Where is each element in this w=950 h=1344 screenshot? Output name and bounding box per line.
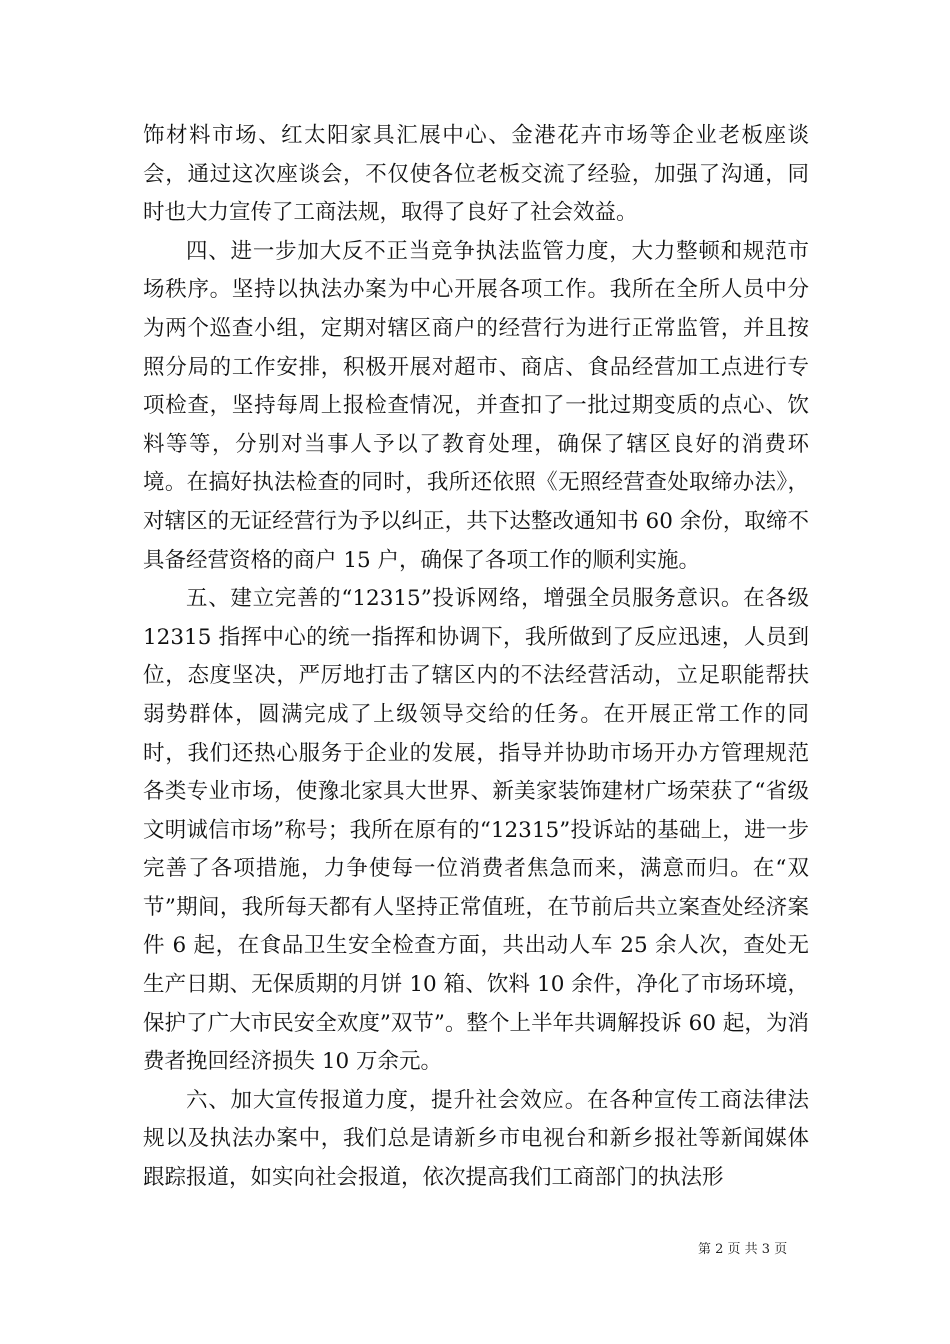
paragraph-section-five: 五、建立完善的“12315”投诉网络，增强全员服务意识。在各级 12315 指挥中心的统一指挥和协调下，我所做到了反应迅速，人员到位，态度坚决，严厉地打击了辖区内的不法经营活动，立足职能帮扶弱势群体，圆满完成了上级领导交给的任务。在开展正常工作的同时，我们还热心服务于企业的发展，指导并协助市场开办方管理规范各类专业市场，使豫北家具大世界、新美家装饰建材广场荣获了“省级文明诚信市场”称号；我所在原有的“12315”投诉站的基础上，进一步完善了各项措施，力争使每一位消费者焦急而来，满意而归。在“双节”期间，我所每天都有人坚持正常值班，在节前后共立案查处经济案件 6 起，在食品卫生安全检查方面，共出动人车 25 余人次，查处无生产日期、无保质期的月饼 10 箱、饮料 10 余件，净化了市场环境，保护了广大市民安全欢度”双节”。整个上半年共调解投诉 60 起，为消费者挽回经济损失 10 万余元。 <box>143 586 809 1075</box>
document-body <box>143 117 809 1198</box>
paragraph-section-four: 四、进一步加大反不正当竞争执法监管力度，大力整顿和规范市场秩序。坚持以执法办案为中心开展各项工作。我所在全所人员中分为两个巡查小组，定期对辖区商户的经营行为进行正常监管，并且按照分局的工作安排，积极开展对超市、商店、食品经营加工点进行专项检查，坚持每周上报检查情况，并查扣了一批过期变质的点心、饮料等等，分别对当事人予以了教育处理，确保了辖区良好的消费环境。在搞好执法检查的同时，我所还依照《无照经营查处取缔办法》，对辖区的无证经营行为予以纠正，共下达整改通知书 60 余份，取缔不具备经营资格的商户 15 户，确保了各项工作的顺利实施。 <box>143 238 809 573</box>
page-number-footer: 第 2 页 共 3 页 <box>698 1242 788 1257</box>
paragraph-section-six: 六、加大宣传报道力度，提升社会效应。在各种宣传工商法律法规以及执法办案中，我们总是请新乡市电视台和新乡报社等新闻媒体跟踪报道，如实向社会报道，依次提高我们工商部门的执法形 <box>143 1087 809 1191</box>
paragraph-continuation: 饰材料市场、红太阳家具汇展中心、金港花卉市场等企业老板座谈会，通过这次座谈会，不仅使各位老板交流了经验，加强了沟通，同时也大力宣传了工商法规，取得了良好了社会效益。 <box>143 123 809 226</box>
